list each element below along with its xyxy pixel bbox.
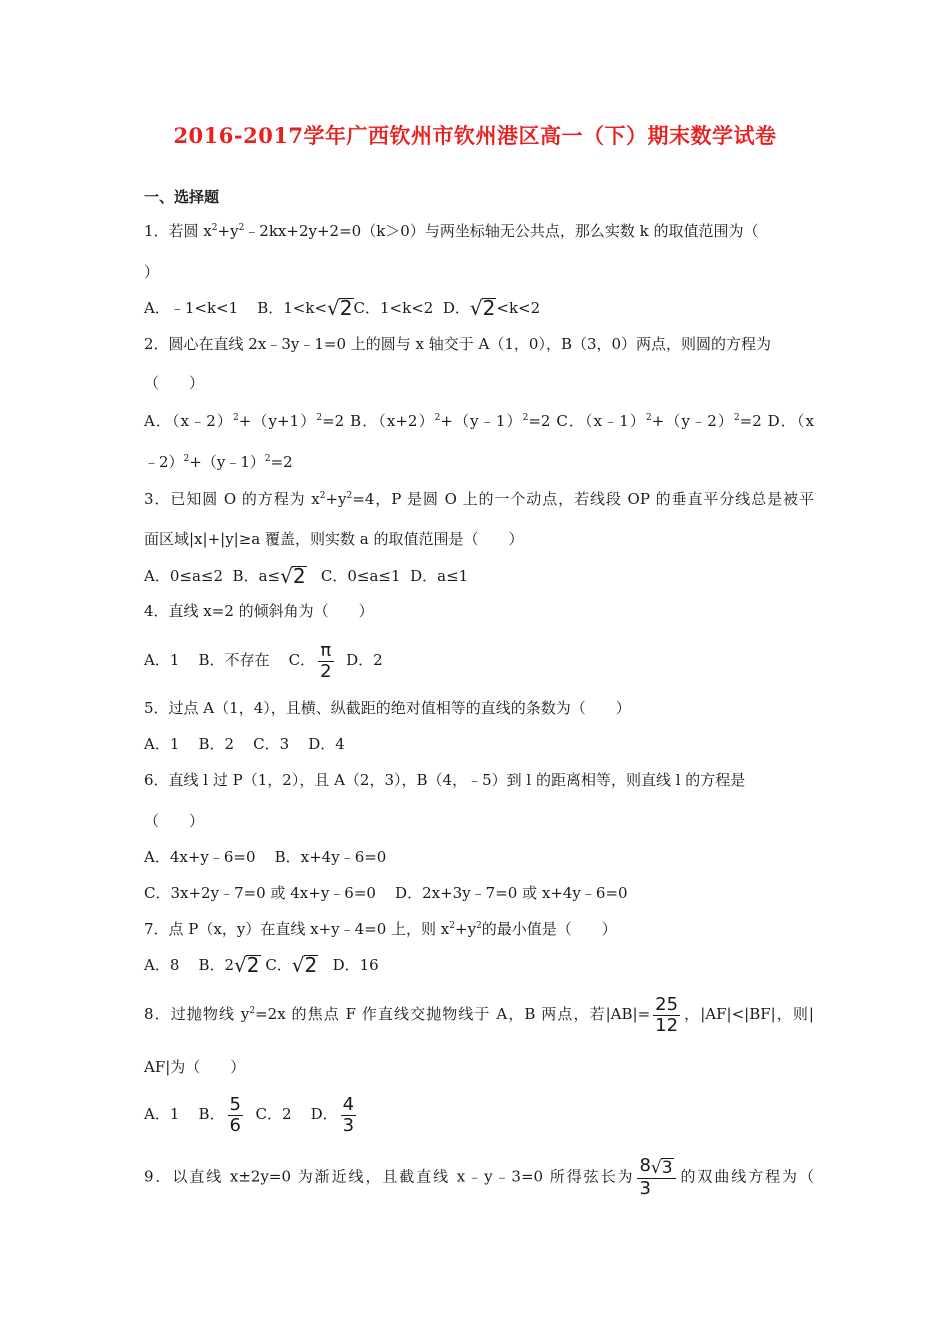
- question-1-options: [144, 298, 814, 318]
- option-c: C．3: [253, 735, 290, 753]
- question-6-options-cd: [144, 883, 814, 903]
- option-a: A．0≤a≤2: [144, 567, 223, 585]
- option-b: B．2√2: [198, 953, 260, 977]
- option-a: A．4x+y﹣6=0: [144, 848, 256, 866]
- option-a: A．1: [144, 651, 180, 669]
- option-d: D．2x+3y﹣7=0 或 x+4y﹣6=0: [395, 884, 628, 902]
- option-a: A．8: [144, 956, 180, 974]
- fraction: $\frac{8√3}{3}$: [637, 1156, 675, 1199]
- question-2-options: [144, 411, 814, 431]
- question-1-text-cont: ）: [144, 263, 160, 281]
- question-5-options: [144, 734, 814, 754]
- option-d: D．2: [346, 651, 383, 669]
- option-c: C．（x﹣1）$^2$+（y﹣2）$^2$=2: [556, 412, 762, 430]
- fraction: $\frac{4}{3}$: [342, 1093, 355, 1136]
- fraction: $\frac{5}{6}$: [229, 1093, 241, 1136]
- question-6-text-cont: （ ）: [144, 812, 205, 830]
- option-b: B．不存在: [198, 651, 270, 669]
- option-b: B．1<k<√2: [257, 296, 353, 320]
- option-d: D．√2<k<2: [442, 296, 541, 320]
- question-8-text: 8．过抛物线 $y^2=2x$ 的焦点 F 作直线交抛物线于 A，B 两点，若|AB|= $\frac{25}{12}$ ，|AF|<|BF|，则|: [144, 993, 814, 1036]
- option-c: C．1<k<2: [353, 299, 434, 317]
- question-4-text: 4．直线 x=2 的倾斜角为（ ）: [144, 602, 374, 620]
- sqrt-symbol: √2: [234, 953, 260, 977]
- section-heading: 一、选择题: [144, 188, 220, 206]
- question-7-text: 7．点 P（x，y）在直线 x+y﹣4=0 上，则 $x^2+y^2$的最小值是（ ）: [144, 920, 617, 938]
- option-b: B．$(x+2)^2+(y﹣1)^2=2$: [350, 412, 551, 430]
- sqrt-symbol: √2: [280, 564, 306, 588]
- question-3-text-cont: 面区域|x|+|y|≥a 覆盖，则实数 a 的取值范围是（ ）: [144, 530, 524, 548]
- option-b: B．2: [198, 735, 235, 753]
- option-a: A．﹣1<k<1: [144, 299, 239, 317]
- question-8-text-cont: AF|为（ ）: [144, 1058, 246, 1076]
- option-b: B．x+4y﹣6=0: [274, 848, 387, 866]
- option-c: C．0≤a≤1: [320, 567, 401, 585]
- option-d: D．4: [308, 735, 345, 753]
- option-b: B． $\frac{5}{6}$: [198, 1093, 241, 1136]
- question-3-text: 3．已知圆 O 的方程为 $x^2+y^2=4$，P 是圆 O 上的一个动点，若线段 OP 的垂直平分线总是被平: [144, 490, 814, 508]
- option-c: C．3x+2y﹣7=0 或 4x+y﹣6=0: [144, 884, 376, 902]
- question-4-options: [144, 640, 814, 682]
- question-9-text: 9．以直线 x±2y=0 为渐近线，且截直线 x﹣y﹣3=0 所得弦长为 $\frac{8√3}{3}$ 的双曲线方程为（: [144, 1155, 814, 1199]
- option-d: D． $\frac{4}{3}$: [310, 1093, 355, 1136]
- question-1-text: 1．若圆 $x^2+y^2﹣2kx+2y+2=0(k>0)$与两坐标轴无公共点，那么实数 k 的取值范围为（: [144, 222, 759, 240]
- option-c: C．√2: [265, 953, 318, 977]
- option-d: D．16: [332, 956, 379, 974]
- question-6-options-ab: [144, 847, 814, 867]
- question-2-text-cont: （ ）: [144, 374, 205, 392]
- option-a: A．1: [144, 735, 180, 753]
- option-c: C．2: [255, 1105, 292, 1123]
- sqrt-symbol: √2: [291, 953, 318, 977]
- option-d: D．（x: [767, 412, 814, 430]
- option-c: C． $\frac{\pi}{2}$: [288, 639, 332, 682]
- question-2-option-d-cont: ﹣2）$^2$+（y﹣1）$^2$=2: [144, 453, 293, 471]
- option-d: D．a≤1: [410, 567, 469, 585]
- question-6-text: 6．直线 l 过 P（1，2），且 A（2，3），B（4，﹣5）到 l 的距离相等，则直线 l 的方程是: [144, 771, 746, 789]
- sqrt-symbol: √2: [469, 296, 496, 320]
- option-b: B．a≤√2: [232, 564, 306, 588]
- fraction: $\frac{25}{12}$: [655, 993, 679, 1036]
- question-5-text: 5．过点 A（1，4），且横、纵截距的绝对值相等的直线的条数为（ ）: [144, 699, 631, 717]
- fraction: $\frac{\pi}{2}$: [320, 639, 332, 682]
- option-a: A．1: [144, 1105, 180, 1123]
- question-2-text: 2．圆心在直线 2x﹣3y﹣1=0 上的圆与 x 轴交于 A（1，0），B（3，0）两点，则圆的方程为: [144, 335, 772, 353]
- page-title: 2016-2017学年广西钦州市钦州港区高一（下）期末数学试卷: [173, 123, 777, 148]
- question-3-options: [144, 566, 814, 586]
- sqrt-symbol: √2: [327, 296, 353, 320]
- sqrt-symbol: √3: [650, 1158, 673, 1178]
- question-7-options: [144, 955, 814, 975]
- option-a: A．$(x﹣2)^2+(y+1)^2=2$: [144, 412, 345, 430]
- question-8-options: [144, 1094, 814, 1136]
